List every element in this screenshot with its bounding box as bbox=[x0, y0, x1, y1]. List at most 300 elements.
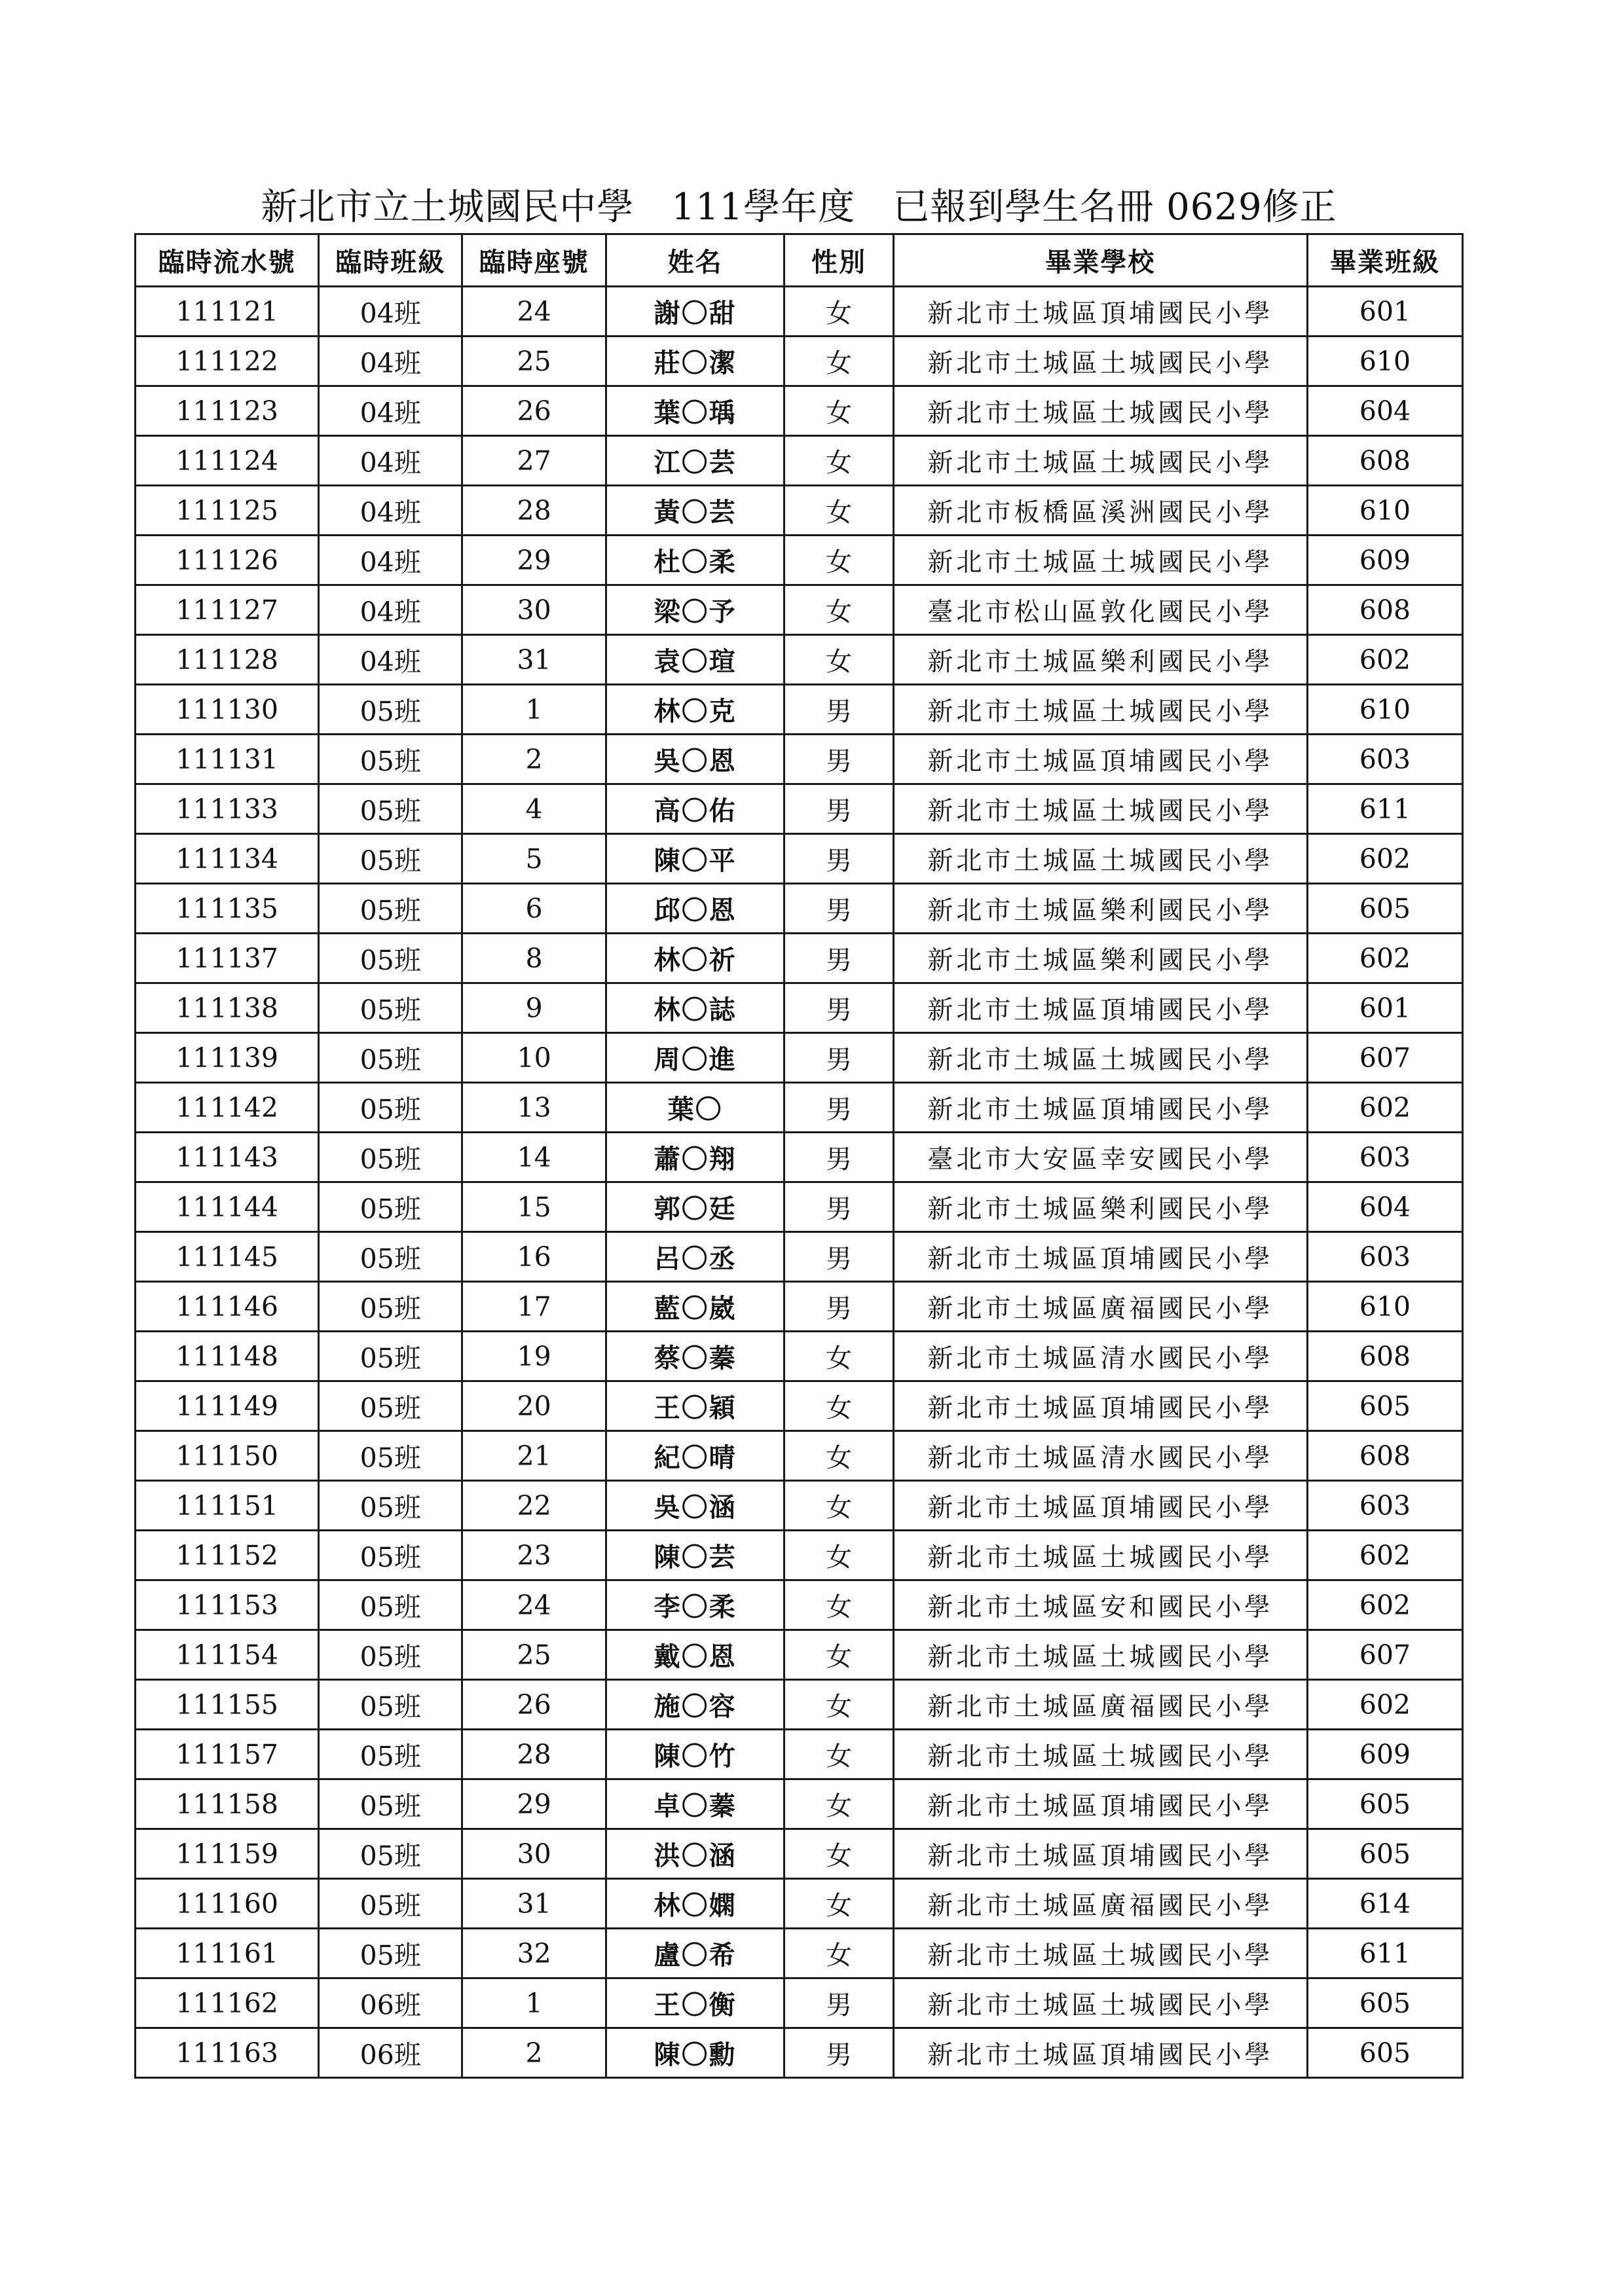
cell-school: 新北市土城區土城國民小學 bbox=[893, 1929, 1307, 1978]
cell-gender: 男 bbox=[784, 884, 893, 934]
cell-grad-class: 605 bbox=[1307, 1978, 1462, 2028]
cell-gender: 男 bbox=[784, 983, 893, 1033]
cell-class: 05班 bbox=[319, 1879, 462, 1929]
table-row bbox=[136, 735, 1463, 784]
cell-school: 新北市土城區廣福國民小學 bbox=[893, 1680, 1307, 1730]
cell-seat: 31 bbox=[462, 1879, 606, 1929]
cell-gender: 男 bbox=[784, 2028, 893, 2078]
cell-gender: 女 bbox=[784, 1630, 893, 1680]
cell-class: 04班 bbox=[319, 287, 462, 337]
cell-class: 05班 bbox=[319, 1033, 462, 1083]
cell-name: 林〇誌 bbox=[606, 983, 784, 1033]
cell-school: 新北市土城區清水國民小學 bbox=[893, 1332, 1307, 1381]
table-row bbox=[136, 585, 1463, 635]
cell-name: 林〇克 bbox=[606, 685, 784, 735]
cell-seat: 31 bbox=[462, 635, 606, 685]
cell-class: 05班 bbox=[319, 1431, 462, 1481]
table-row bbox=[136, 1580, 1463, 1630]
cell-name: 戴〇恩 bbox=[606, 1630, 784, 1680]
header-class: 臨時班級 bbox=[319, 234, 462, 287]
table-row bbox=[136, 1829, 1463, 1879]
cell-grad-class: 601 bbox=[1307, 983, 1462, 1033]
cell-class: 06班 bbox=[319, 2028, 462, 2078]
cell-name: 卓〇蓁 bbox=[606, 1779, 784, 1829]
table-row bbox=[136, 1033, 1463, 1083]
cell-name: 陳〇平 bbox=[606, 834, 784, 884]
cell-seat: 19 bbox=[462, 1332, 606, 1381]
cell-school: 新北市土城區頂埔國民小學 bbox=[893, 1381, 1307, 1431]
cell-name: 莊〇潔 bbox=[606, 337, 784, 386]
cell-serial: 111130 bbox=[136, 685, 319, 735]
cell-school: 新北市土城區土城國民小學 bbox=[893, 784, 1307, 834]
cell-serial: 111145 bbox=[136, 1232, 319, 1282]
cell-school: 新北市板橋區溪洲國民小學 bbox=[893, 486, 1307, 536]
cell-seat: 1 bbox=[462, 1978, 606, 2028]
cell-seat: 25 bbox=[462, 337, 606, 386]
cell-name: 陳〇竹 bbox=[606, 1730, 784, 1779]
cell-seat: 27 bbox=[462, 436, 606, 486]
table-row bbox=[136, 1431, 1463, 1481]
cell-name: 謝〇甜 bbox=[606, 287, 784, 337]
cell-grad-class: 609 bbox=[1307, 536, 1462, 585]
cell-grad-class: 602 bbox=[1307, 934, 1462, 983]
cell-name: 陳〇勳 bbox=[606, 2028, 784, 2078]
table-row bbox=[136, 1929, 1463, 1978]
cell-class: 04班 bbox=[319, 585, 462, 635]
cell-gender: 男 bbox=[784, 934, 893, 983]
cell-class: 05班 bbox=[319, 884, 462, 934]
cell-serial: 111137 bbox=[136, 934, 319, 983]
cell-serial: 111123 bbox=[136, 386, 319, 436]
cell-grad-class: 610 bbox=[1307, 1282, 1462, 1332]
table-row bbox=[136, 486, 1463, 536]
cell-serial: 111148 bbox=[136, 1332, 319, 1381]
header-serial: 臨時流水號 bbox=[136, 234, 319, 287]
cell-name: 蕭〇翔 bbox=[606, 1133, 784, 1182]
cell-school: 新北市土城區頂埔國民小學 bbox=[893, 1083, 1307, 1133]
cell-grad-class: 603 bbox=[1307, 1232, 1462, 1282]
cell-grad-class: 605 bbox=[1307, 1381, 1462, 1431]
table-row bbox=[136, 983, 1463, 1033]
table-row bbox=[136, 1083, 1463, 1133]
cell-seat: 8 bbox=[462, 934, 606, 983]
cell-seat: 2 bbox=[462, 735, 606, 784]
cell-class: 06班 bbox=[319, 1978, 462, 2028]
cell-class: 05班 bbox=[319, 685, 462, 735]
cell-serial: 111157 bbox=[136, 1730, 319, 1779]
cell-name: 周〇進 bbox=[606, 1033, 784, 1083]
cell-serial: 111127 bbox=[136, 585, 319, 635]
cell-serial: 111128 bbox=[136, 635, 319, 685]
table-row bbox=[136, 1232, 1463, 1282]
cell-class: 05班 bbox=[319, 834, 462, 884]
cell-serial: 111135 bbox=[136, 884, 319, 934]
cell-grad-class: 605 bbox=[1307, 1779, 1462, 1829]
cell-name: 吳〇涵 bbox=[606, 1481, 784, 1531]
cell-grad-class: 602 bbox=[1307, 635, 1462, 685]
cell-serial: 111125 bbox=[136, 486, 319, 536]
cell-school: 新北市土城區樂利國民小學 bbox=[893, 884, 1307, 934]
cell-class: 05班 bbox=[319, 1779, 462, 1829]
cell-seat: 9 bbox=[462, 983, 606, 1033]
cell-gender: 女 bbox=[784, 1730, 893, 1779]
cell-class: 05班 bbox=[319, 1232, 462, 1282]
cell-serial: 111143 bbox=[136, 1133, 319, 1182]
cell-class: 05班 bbox=[319, 1630, 462, 1680]
cell-seat: 24 bbox=[462, 1580, 606, 1630]
cell-gender: 男 bbox=[784, 685, 893, 735]
cell-gender: 女 bbox=[784, 1680, 893, 1730]
cell-school: 臺北市大安區幸安國民小學 bbox=[893, 1133, 1307, 1182]
cell-school: 新北市土城區清水國民小學 bbox=[893, 1431, 1307, 1481]
cell-gender: 女 bbox=[784, 635, 893, 685]
cell-serial: 111153 bbox=[136, 1580, 319, 1630]
cell-class: 05班 bbox=[319, 1182, 462, 1232]
cell-gender: 女 bbox=[784, 1829, 893, 1879]
cell-class: 05班 bbox=[319, 735, 462, 784]
cell-grad-class: 611 bbox=[1307, 784, 1462, 834]
cell-school: 新北市土城區土城國民小學 bbox=[893, 1531, 1307, 1580]
table-row bbox=[136, 1381, 1463, 1431]
cell-school: 新北市土城區土城國民小學 bbox=[893, 685, 1307, 735]
cell-serial: 111124 bbox=[136, 436, 319, 486]
cell-school: 臺北市松山區敦化國民小學 bbox=[893, 585, 1307, 635]
cell-serial: 111146 bbox=[136, 1282, 319, 1332]
cell-name: 藍〇崴 bbox=[606, 1282, 784, 1332]
cell-class: 05班 bbox=[319, 1083, 462, 1133]
cell-seat: 29 bbox=[462, 536, 606, 585]
cell-grad-class: 610 bbox=[1307, 685, 1462, 735]
cell-serial: 111139 bbox=[136, 1033, 319, 1083]
cell-grad-class: 604 bbox=[1307, 1182, 1462, 1232]
cell-serial: 111162 bbox=[136, 1978, 319, 2028]
cell-seat: 24 bbox=[462, 287, 606, 337]
cell-gender: 男 bbox=[784, 735, 893, 784]
cell-seat: 28 bbox=[462, 1730, 606, 1779]
cell-serial: 111138 bbox=[136, 983, 319, 1033]
cell-school: 新北市土城區樂利國民小學 bbox=[893, 934, 1307, 983]
cell-grad-class: 604 bbox=[1307, 386, 1462, 436]
cell-name: 邱〇恩 bbox=[606, 884, 784, 934]
cell-gender: 女 bbox=[784, 436, 893, 486]
cell-gender: 男 bbox=[784, 1182, 893, 1232]
cell-name: 黃〇芸 bbox=[606, 486, 784, 536]
cell-seat: 4 bbox=[462, 784, 606, 834]
cell-class: 05班 bbox=[319, 1381, 462, 1431]
cell-grad-class: 602 bbox=[1307, 1083, 1462, 1133]
cell-serial: 111134 bbox=[136, 834, 319, 884]
cell-gender: 男 bbox=[784, 1083, 893, 1133]
cell-name: 吳〇恩 bbox=[606, 735, 784, 784]
cell-gender: 女 bbox=[784, 1531, 893, 1580]
cell-serial: 111131 bbox=[136, 735, 319, 784]
cell-serial: 111121 bbox=[136, 287, 319, 337]
cell-seat: 30 bbox=[462, 585, 606, 635]
table-row bbox=[136, 1332, 1463, 1381]
cell-school: 新北市土城區頂埔國民小學 bbox=[893, 983, 1307, 1033]
cell-grad-class: 608 bbox=[1307, 436, 1462, 486]
cell-serial: 111155 bbox=[136, 1680, 319, 1730]
cell-seat: 15 bbox=[462, 1182, 606, 1232]
cell-name: 洪〇涵 bbox=[606, 1829, 784, 1879]
cell-grad-class: 610 bbox=[1307, 337, 1462, 386]
cell-seat: 26 bbox=[462, 386, 606, 436]
cell-school: 新北市土城區頂埔國民小學 bbox=[893, 2028, 1307, 2078]
cell-serial: 111159 bbox=[136, 1829, 319, 1879]
cell-grad-class: 607 bbox=[1307, 1630, 1462, 1680]
cell-gender: 女 bbox=[784, 287, 893, 337]
cell-school: 新北市土城區廣福國民小學 bbox=[893, 1879, 1307, 1929]
cell-class: 05班 bbox=[319, 1481, 462, 1531]
cell-class: 04班 bbox=[319, 536, 462, 585]
cell-class: 05班 bbox=[319, 1580, 462, 1630]
cell-gender: 女 bbox=[784, 536, 893, 585]
cell-grad-class: 611 bbox=[1307, 1929, 1462, 1978]
cell-gender: 男 bbox=[784, 834, 893, 884]
cell-name: 蔡〇蓁 bbox=[606, 1332, 784, 1381]
cell-school: 新北市土城區樂利國民小學 bbox=[893, 635, 1307, 685]
cell-seat: 23 bbox=[462, 1531, 606, 1580]
cell-gender: 女 bbox=[784, 585, 893, 635]
cell-class: 05班 bbox=[319, 1929, 462, 1978]
cell-name: 高〇佑 bbox=[606, 784, 784, 834]
cell-gender: 女 bbox=[784, 486, 893, 536]
cell-school: 新北市土城區土城國民小學 bbox=[893, 1630, 1307, 1680]
header-gender: 性別 bbox=[784, 234, 893, 287]
cell-gender: 女 bbox=[784, 1879, 893, 1929]
table-header bbox=[136, 234, 1463, 287]
cell-grad-class: 603 bbox=[1307, 1133, 1462, 1182]
cell-school: 新北市土城區土城國民小學 bbox=[893, 386, 1307, 436]
cell-school: 新北市土城區頂埔國民小學 bbox=[893, 1232, 1307, 1282]
cell-serial: 111149 bbox=[136, 1381, 319, 1431]
cell-school: 新北市土城區土城國民小學 bbox=[893, 1978, 1307, 2028]
cell-grad-class: 610 bbox=[1307, 486, 1462, 536]
cell-seat: 13 bbox=[462, 1083, 606, 1133]
cell-school: 新北市土城區土城國民小學 bbox=[893, 436, 1307, 486]
cell-name: 袁〇瑄 bbox=[606, 635, 784, 685]
table-row bbox=[136, 884, 1463, 934]
cell-school: 新北市土城區頂埔國民小學 bbox=[893, 1829, 1307, 1879]
cell-name: 呂〇丞 bbox=[606, 1232, 784, 1282]
cell-name: 江〇芸 bbox=[606, 436, 784, 486]
cell-seat: 5 bbox=[462, 834, 606, 884]
table-row bbox=[136, 536, 1463, 585]
cell-seat: 32 bbox=[462, 1929, 606, 1978]
cell-grad-class: 602 bbox=[1307, 1580, 1462, 1630]
table-row bbox=[136, 337, 1463, 386]
cell-class: 05班 bbox=[319, 1282, 462, 1332]
cell-name: 林〇嫻 bbox=[606, 1879, 784, 1929]
cell-serial: 111163 bbox=[136, 2028, 319, 2078]
cell-class: 04班 bbox=[319, 386, 462, 436]
table-row bbox=[136, 1282, 1463, 1332]
cell-gender: 男 bbox=[784, 1232, 893, 1282]
cell-grad-class: 608 bbox=[1307, 1332, 1462, 1381]
cell-class: 04班 bbox=[319, 337, 462, 386]
cell-grad-class: 603 bbox=[1307, 1481, 1462, 1531]
cell-gender: 男 bbox=[784, 1978, 893, 2028]
cell-seat: 22 bbox=[462, 1481, 606, 1531]
cell-seat: 6 bbox=[462, 884, 606, 934]
table-row bbox=[136, 1978, 1463, 2028]
cell-serial: 111133 bbox=[136, 784, 319, 834]
table-row bbox=[136, 1133, 1463, 1182]
cell-grad-class: 605 bbox=[1307, 2028, 1462, 2078]
cell-class: 05班 bbox=[319, 983, 462, 1033]
cell-gender: 男 bbox=[784, 1133, 893, 1182]
cell-school: 新北市土城區土城國民小學 bbox=[893, 337, 1307, 386]
cell-school: 新北市土城區頂埔國民小學 bbox=[893, 1779, 1307, 1829]
header-row bbox=[136, 234, 1463, 287]
cell-serial: 111160 bbox=[136, 1879, 319, 1929]
table-row bbox=[136, 1531, 1463, 1580]
cell-seat: 20 bbox=[462, 1381, 606, 1431]
table-row bbox=[136, 1481, 1463, 1531]
cell-gender: 女 bbox=[784, 1332, 893, 1381]
cell-school: 新北市土城區安和國民小學 bbox=[893, 1580, 1307, 1630]
cell-name: 林〇祈 bbox=[606, 934, 784, 983]
cell-class: 04班 bbox=[319, 436, 462, 486]
cell-grad-class: 601 bbox=[1307, 287, 1462, 337]
cell-name: 王〇衡 bbox=[606, 1978, 784, 2028]
cell-class: 04班 bbox=[319, 635, 462, 685]
cell-gender: 女 bbox=[784, 386, 893, 436]
table-body bbox=[136, 287, 1463, 2078]
cell-seat: 25 bbox=[462, 1630, 606, 1680]
cell-grad-class: 608 bbox=[1307, 585, 1462, 635]
cell-seat: 30 bbox=[462, 1829, 606, 1879]
cell-gender: 男 bbox=[784, 1033, 893, 1083]
cell-grad-class: 603 bbox=[1307, 735, 1462, 784]
table-row bbox=[136, 2028, 1463, 2078]
cell-class: 05班 bbox=[319, 1730, 462, 1779]
cell-serial: 111152 bbox=[136, 1531, 319, 1580]
table-row bbox=[136, 834, 1463, 884]
cell-name: 葉〇 bbox=[606, 1083, 784, 1133]
cell-serial: 111154 bbox=[136, 1630, 319, 1680]
cell-grad-class: 609 bbox=[1307, 1730, 1462, 1779]
header-school: 畢業學校 bbox=[893, 234, 1307, 287]
table-row bbox=[136, 1630, 1463, 1680]
cell-name: 施〇容 bbox=[606, 1680, 784, 1730]
cell-class: 05班 bbox=[319, 1829, 462, 1879]
cell-seat: 28 bbox=[462, 486, 606, 536]
cell-gender: 男 bbox=[784, 1282, 893, 1332]
cell-school: 新北市土城區土城國民小學 bbox=[893, 536, 1307, 585]
cell-grad-class: 607 bbox=[1307, 1033, 1462, 1083]
cell-grad-class: 614 bbox=[1307, 1879, 1462, 1929]
cell-gender: 女 bbox=[784, 337, 893, 386]
cell-seat: 21 bbox=[462, 1431, 606, 1481]
cell-school: 新北市土城區樂利國民小學 bbox=[893, 1182, 1307, 1232]
cell-class: 05班 bbox=[319, 1680, 462, 1730]
cell-serial: 111151 bbox=[136, 1481, 319, 1531]
header-grad-class: 畢業班級 bbox=[1307, 234, 1462, 287]
cell-school: 新北市土城區土城國民小學 bbox=[893, 1033, 1307, 1083]
cell-gender: 女 bbox=[784, 1481, 893, 1531]
cell-gender: 男 bbox=[784, 784, 893, 834]
cell-name: 杜〇柔 bbox=[606, 536, 784, 585]
table-row bbox=[136, 1680, 1463, 1730]
cell-serial: 111122 bbox=[136, 337, 319, 386]
cell-grad-class: 608 bbox=[1307, 1431, 1462, 1481]
cell-school: 新北市土城區頂埔國民小學 bbox=[893, 1481, 1307, 1531]
cell-gender: 女 bbox=[784, 1381, 893, 1431]
cell-grad-class: 602 bbox=[1307, 1531, 1462, 1580]
cell-class: 05班 bbox=[319, 1531, 462, 1580]
cell-class: 05班 bbox=[319, 784, 462, 834]
cell-school: 新北市土城區頂埔國民小學 bbox=[893, 735, 1307, 784]
cell-name: 郭〇廷 bbox=[606, 1182, 784, 1232]
cell-seat: 17 bbox=[462, 1282, 606, 1332]
cell-serial: 111158 bbox=[136, 1779, 319, 1829]
cell-class: 04班 bbox=[319, 486, 462, 536]
table-row bbox=[136, 386, 1463, 436]
table-row bbox=[136, 1779, 1463, 1829]
table-row bbox=[136, 934, 1463, 983]
cell-seat: 14 bbox=[462, 1133, 606, 1182]
cell-serial: 111150 bbox=[136, 1431, 319, 1481]
cell-grad-class: 602 bbox=[1307, 1680, 1462, 1730]
cell-seat: 29 bbox=[462, 1779, 606, 1829]
cell-seat: 10 bbox=[462, 1033, 606, 1083]
cell-school: 新北市土城區廣福國民小學 bbox=[893, 1282, 1307, 1332]
table-row bbox=[136, 287, 1463, 337]
cell-serial: 111126 bbox=[136, 536, 319, 585]
header-name: 姓名 bbox=[606, 234, 784, 287]
cell-name: 陳〇芸 bbox=[606, 1531, 784, 1580]
cell-name: 李〇柔 bbox=[606, 1580, 784, 1630]
cell-gender: 女 bbox=[784, 1580, 893, 1630]
cell-school: 新北市土城區土城國民小學 bbox=[893, 1730, 1307, 1779]
cell-name: 紀〇晴 bbox=[606, 1431, 784, 1481]
cell-gender: 女 bbox=[784, 1431, 893, 1481]
table-row bbox=[136, 635, 1463, 685]
cell-school: 新北市土城區土城國民小學 bbox=[893, 834, 1307, 884]
cell-serial: 111142 bbox=[136, 1083, 319, 1133]
cell-class: 05班 bbox=[319, 1332, 462, 1381]
table-row bbox=[136, 784, 1463, 834]
cell-grad-class: 605 bbox=[1307, 884, 1462, 934]
student-roster-table bbox=[134, 233, 1464, 2079]
header-seat: 臨時座號 bbox=[462, 234, 606, 287]
cell-name: 王〇穎 bbox=[606, 1381, 784, 1431]
table-row bbox=[136, 685, 1463, 735]
table-row bbox=[136, 436, 1463, 486]
page-title: 新北市立土城國民中學 111學年度 已報到學生名冊 0629修正 bbox=[261, 186, 1337, 228]
cell-name: 盧〇希 bbox=[606, 1929, 784, 1978]
cell-grad-class: 605 bbox=[1307, 1829, 1462, 1879]
cell-seat: 2 bbox=[462, 2028, 606, 2078]
cell-class: 05班 bbox=[319, 934, 462, 983]
cell-grad-class: 602 bbox=[1307, 834, 1462, 884]
table-row bbox=[136, 1730, 1463, 1779]
table-row bbox=[136, 1879, 1463, 1929]
cell-seat: 26 bbox=[462, 1680, 606, 1730]
cell-name: 葉〇瑀 bbox=[606, 386, 784, 436]
cell-class: 05班 bbox=[319, 1133, 462, 1182]
table-row bbox=[136, 1182, 1463, 1232]
cell-name: 梁〇予 bbox=[606, 585, 784, 635]
cell-serial: 111161 bbox=[136, 1929, 319, 1978]
cell-school: 新北市土城區頂埔國民小學 bbox=[893, 287, 1307, 337]
cell-serial: 111144 bbox=[136, 1182, 319, 1232]
cell-gender: 女 bbox=[784, 1779, 893, 1829]
cell-seat: 1 bbox=[462, 685, 606, 735]
cell-gender: 女 bbox=[784, 1929, 893, 1978]
cell-seat: 16 bbox=[462, 1232, 606, 1282]
